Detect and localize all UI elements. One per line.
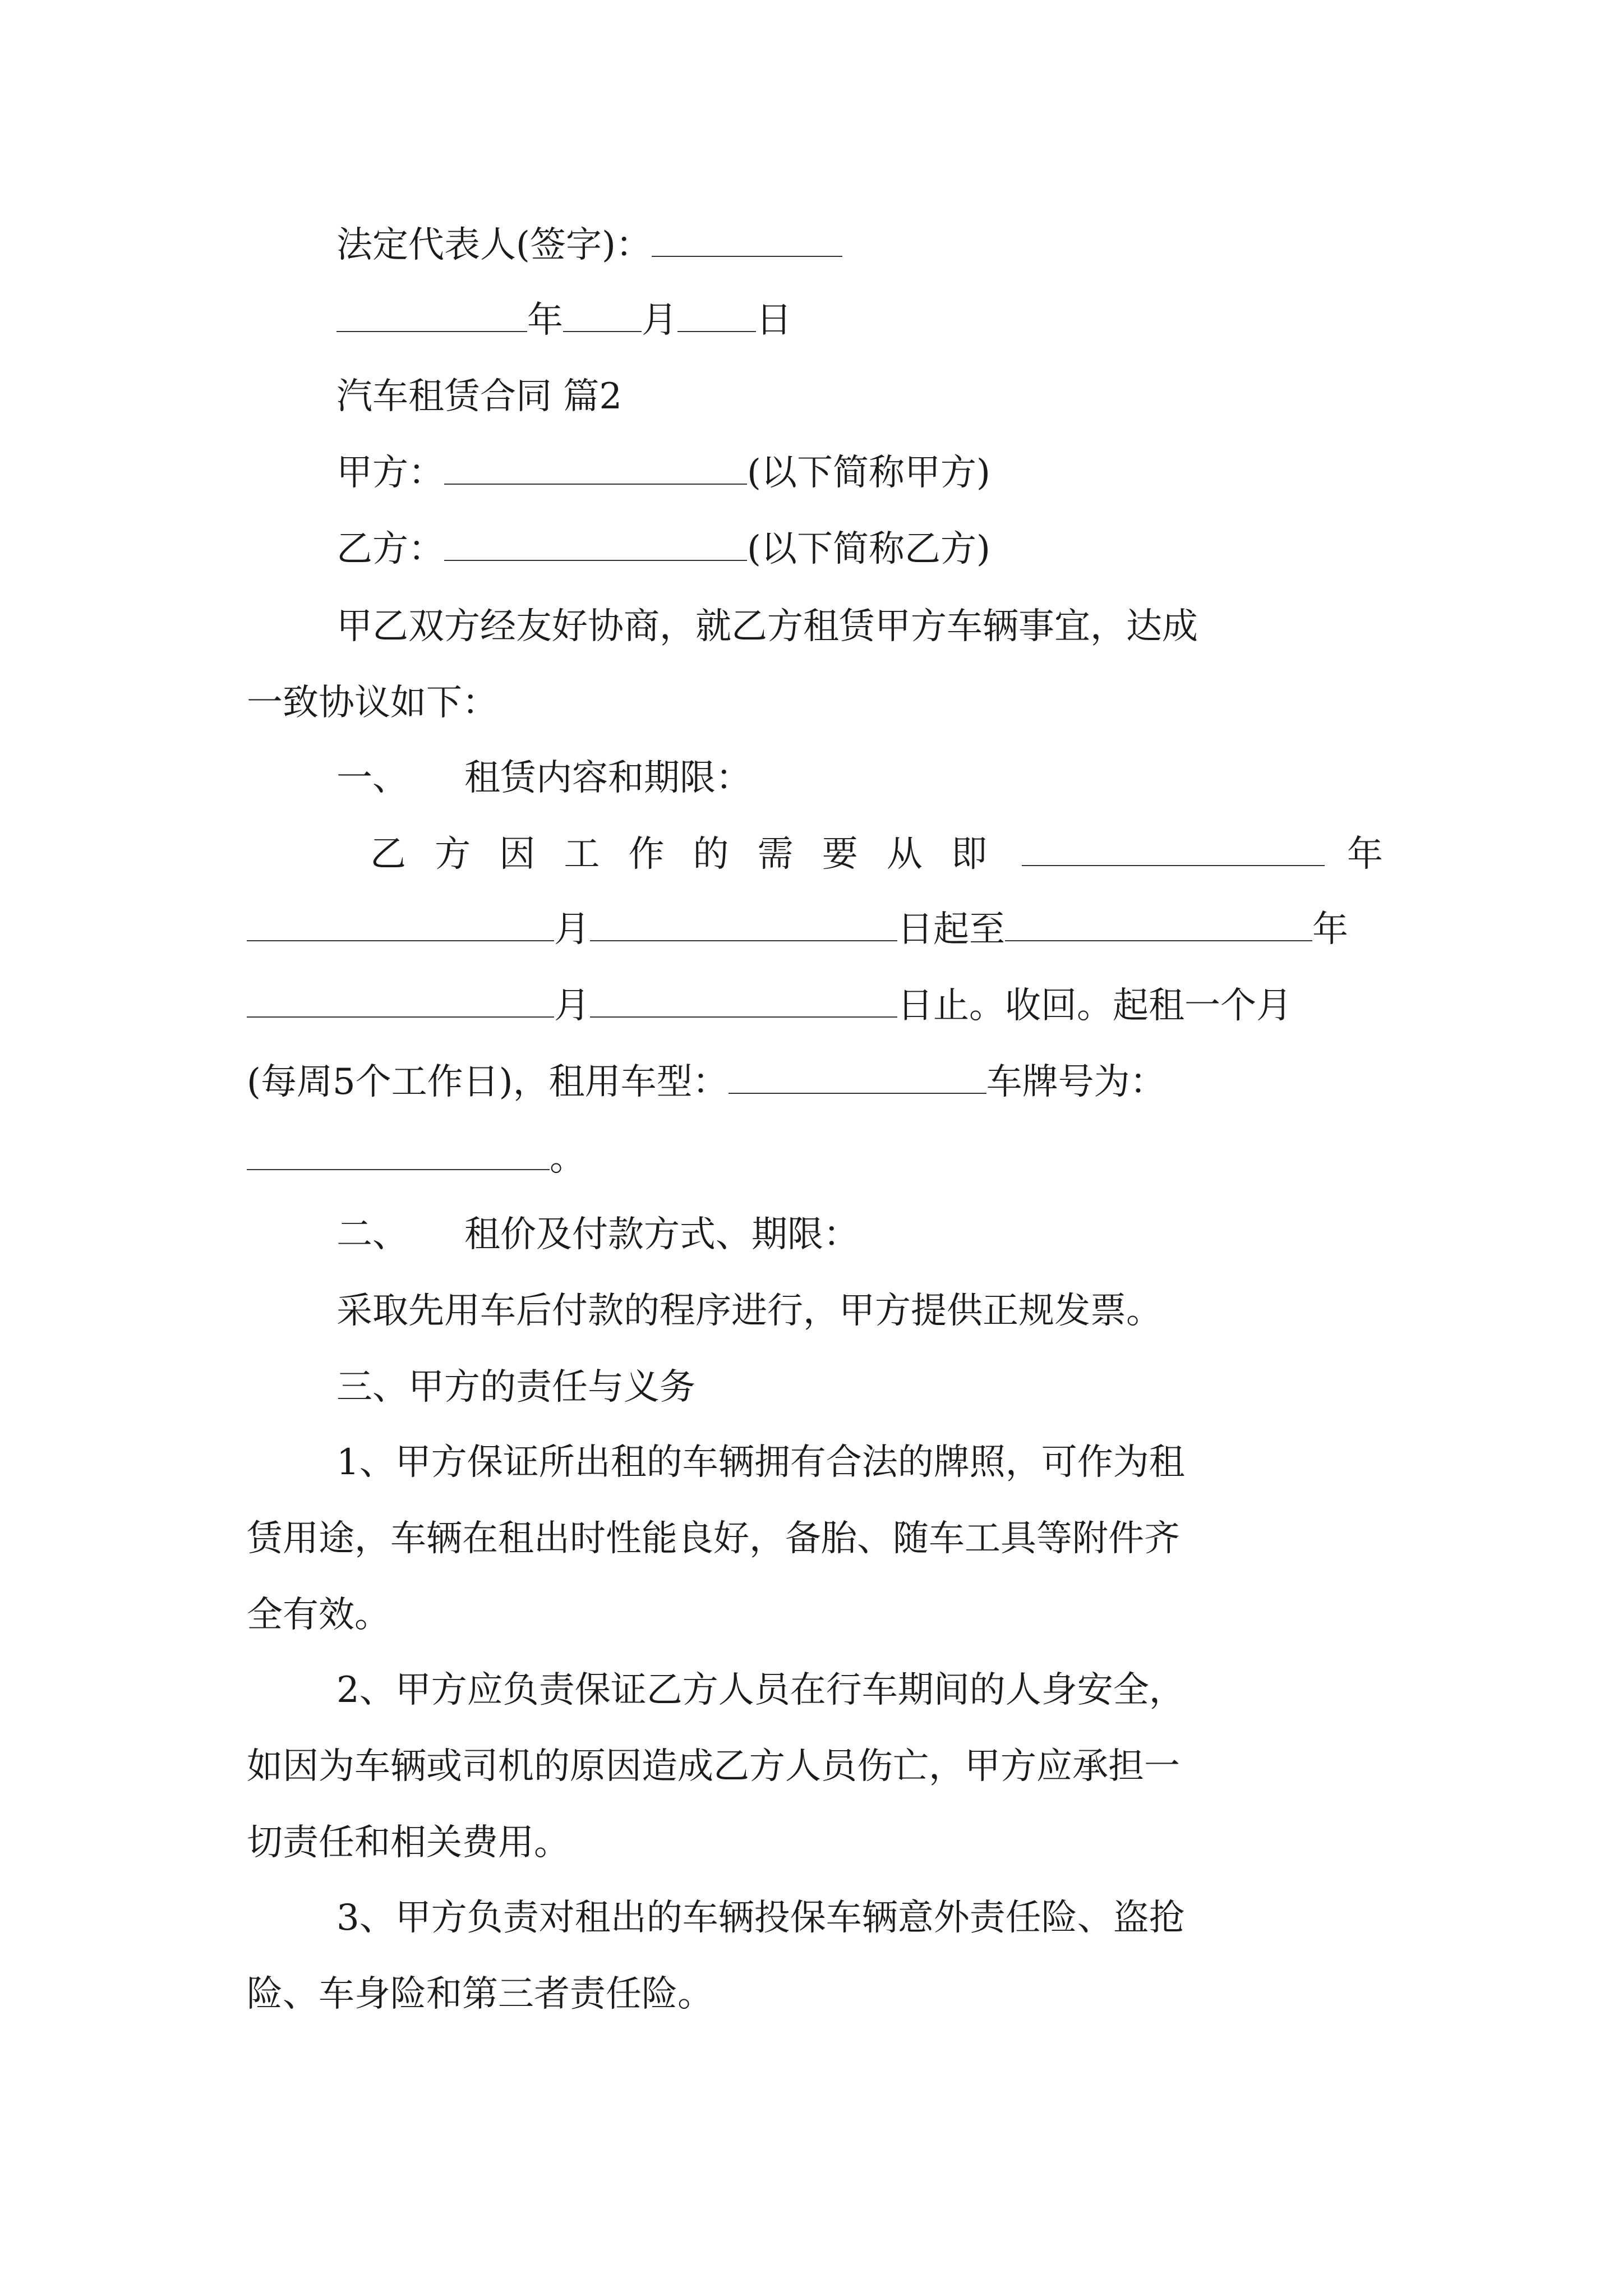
item-3-line-1: 3、甲方负责对租出的车辆投保车辆意外责任险、盗抢 — [336, 1897, 1185, 1939]
item-3-line-2: 险、车身险和第三者责任险。 — [247, 1973, 713, 2015]
party-a-note: (以下简称甲方) — [747, 452, 990, 494]
char: 因 — [499, 834, 536, 875]
para1-line-4 — [247, 1057, 1166, 1107]
party-b-blank — [444, 527, 747, 561]
contract-title: 汽车租赁合同 篇2 — [336, 376, 623, 417]
party-a-blank — [444, 451, 747, 485]
char: 需 — [757, 834, 794, 875]
para1-day-from: 日起至 — [897, 909, 1005, 950]
end-year-blank — [1005, 908, 1312, 941]
para1-month-label: 月 — [554, 909, 590, 950]
item-1-line-2: 赁用途，车辆在租出时性能良好，备胎、随车工具等附件齐 — [247, 1518, 1180, 1559]
char: 从 — [886, 834, 923, 875]
party-b-line — [336, 524, 990, 574]
char: 工 — [564, 834, 600, 875]
para1-end: 日止。收回。起租一个月 — [897, 985, 1292, 1027]
year-blank — [336, 298, 527, 332]
section-2-number: 二、 — [336, 1214, 408, 1255]
char: 作 — [628, 834, 665, 875]
section-2-body: 采取先用车后付款的程序进行，甲方提供正规发票。 — [336, 1290, 1162, 1332]
section-3-heading: 三、甲方的责任与义务 — [336, 1366, 695, 1408]
para1-line-2 — [247, 904, 1348, 955]
signature-blank — [652, 223, 842, 257]
char: 即 — [951, 834, 987, 875]
party-b-note: (以下简称乙方) — [747, 528, 990, 570]
legal-rep-label: 法定代表人(签字)： — [336, 224, 652, 266]
month-label: 月 — [642, 300, 677, 341]
party-b-label: 乙方： — [336, 528, 444, 570]
para1-line-1-tail — [1022, 829, 1383, 880]
para1-line-1-chars — [370, 829, 987, 880]
section-1-heading — [336, 753, 751, 803]
para1-line-5 — [247, 1133, 585, 1184]
para1-year-label: 年 — [1347, 834, 1383, 875]
char: 方 — [435, 834, 471, 875]
item-2-line-1: 2、甲方应负责保证乙方人员在行车期间的人身安全， — [336, 1669, 1185, 1711]
end-day-blank — [590, 984, 897, 1018]
char: 乙 — [370, 834, 406, 875]
end-month-blank — [247, 984, 554, 1018]
intro-line-2: 一致协议如下： — [247, 682, 498, 724]
day-label: 日 — [756, 300, 792, 341]
plate-number-blank — [247, 1137, 550, 1170]
intro-line-1: 甲乙双方经友好协商，就乙方租赁甲方车辆事宜，达成 — [336, 606, 1198, 647]
start-year-blank — [1022, 832, 1325, 866]
section-1-number: 一、 — [336, 757, 408, 799]
item-1-line-3: 全有效。 — [247, 1594, 390, 1636]
para1-workdays: (每周5个工作日)，租用车型： — [247, 1061, 728, 1103]
year-label: 年 — [527, 300, 563, 341]
char: 的 — [693, 834, 729, 875]
para1-line-3 — [247, 981, 1292, 1031]
item-2-line-2: 如因为车辆或司机的原因造成乙方人员伤亡，甲方应承担一 — [247, 1746, 1180, 1787]
car-model-blank — [728, 1060, 986, 1094]
legal-rep-line — [336, 220, 842, 270]
section-2-title: 租价及付款方式、期限： — [464, 1214, 859, 1255]
start-day-blank — [590, 908, 897, 941]
month-blank — [563, 298, 642, 332]
section-1-title: 租赁内容和期限： — [464, 757, 751, 799]
para1-period: 。 — [550, 1138, 585, 1179]
para1-year2-label: 年 — [1312, 909, 1348, 950]
section-2-heading — [336, 1209, 859, 1260]
para1-month2-label: 月 — [554, 985, 590, 1027]
day-blank — [677, 298, 756, 332]
item-1-line-1: 1、甲方保证所出租的车辆拥有合法的牌照，可作为租 — [336, 1442, 1185, 1483]
char: 要 — [822, 834, 858, 875]
party-a-label: 甲方： — [336, 452, 444, 494]
party-a-line — [336, 448, 990, 498]
start-month-blank — [247, 908, 554, 941]
para1-plate-label: 车牌号为： — [986, 1061, 1166, 1103]
item-2-line-3: 切责任和相关费用。 — [247, 1822, 570, 1864]
date-line — [336, 295, 792, 346]
